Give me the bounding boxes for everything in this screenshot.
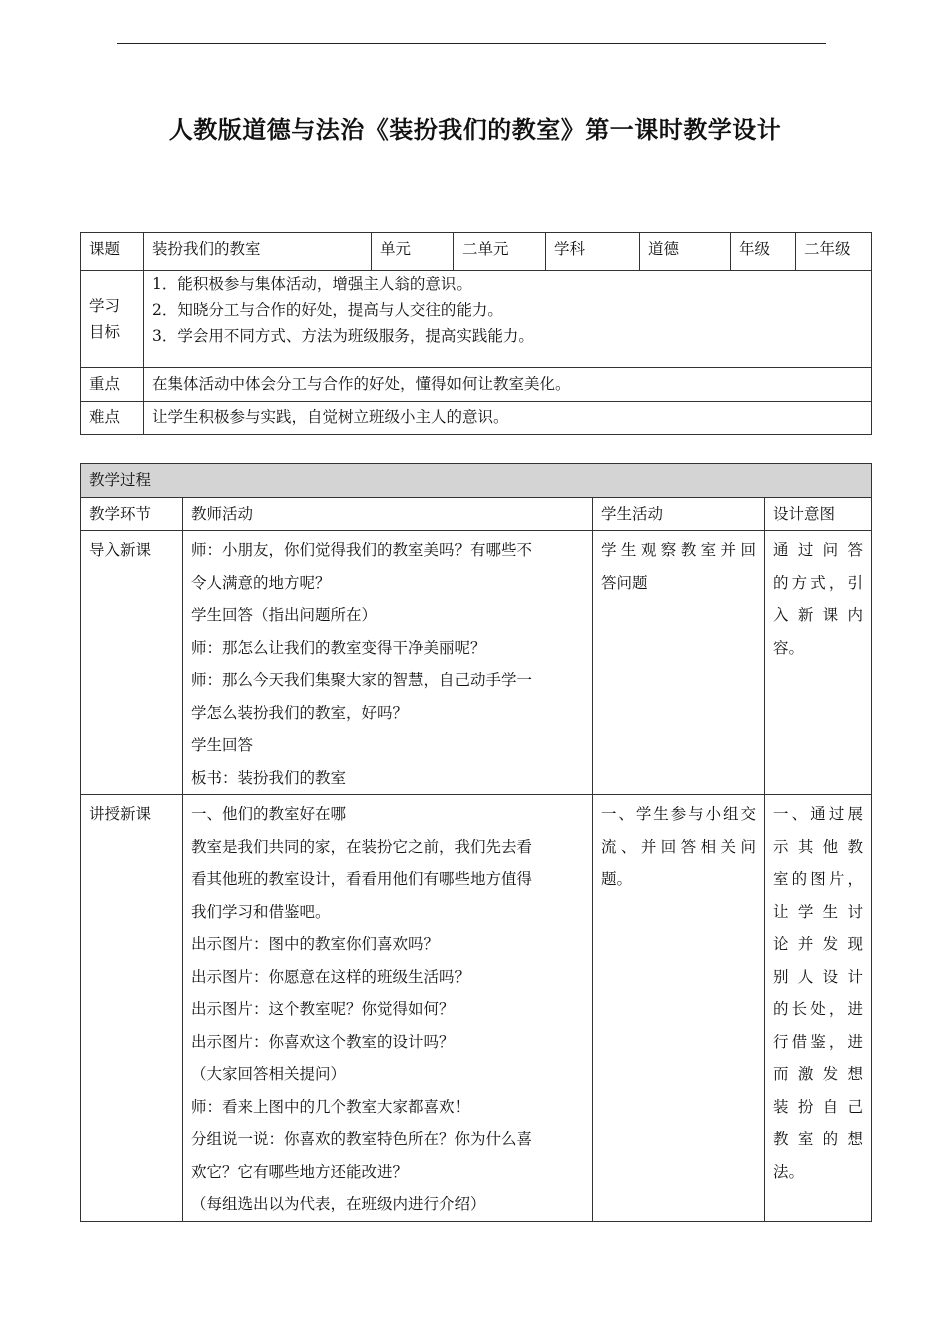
intent-line: 教室的想 <box>773 1130 864 1148</box>
column-header-intent: 设计意图 <box>765 497 872 531</box>
student-line: 一、学生参与小组交 <box>601 805 756 823</box>
subject-label: 学科 <box>546 233 640 271</box>
subject-value: 道德 <box>640 233 731 271</box>
intent-line: 论并发现 <box>773 935 864 953</box>
intent-line: 装扮自己 <box>773 1097 864 1116</box>
stage-cell: 讲授新课 <box>81 795 183 1222</box>
teacher-line: 师：那么今天我们集聚大家的智慧，自己动手学一 <box>191 671 533 689</box>
teacher-line: 分组说一说：你喜欢的教室特色所在？你为什么喜 <box>191 1130 533 1148</box>
goal-item: 2．知晓分工与合作的好处，提高与人交往的能力。 <box>152 301 503 319</box>
teacher-line: 出示图片：这个教室呢？你觉得如何？ <box>191 1000 455 1018</box>
intent-line: 别人设计 <box>773 967 864 986</box>
teaching-process-table <box>80 463 872 1222</box>
teacher-line: 师：小朋友，你们觉得我们的教室美吗？有哪些不 <box>191 541 533 559</box>
teacher-line: 一、他们的教室好在哪 <box>191 805 347 823</box>
intent-line: 容。 <box>773 638 805 657</box>
intent-line: 的方式，引 <box>773 573 864 592</box>
goals-list <box>144 271 872 368</box>
lesson-label: 课题 <box>81 233 144 271</box>
goal-item: 3．学会用不同方式、方法为班级服务，提高实践能力。 <box>152 327 534 345</box>
intent-line: 而激发想 <box>773 1065 864 1083</box>
page-title: 人教版道德与法治《装扮我们的教室》第一课时教学设计 <box>168 116 782 144</box>
design-intent <box>765 795 872 1222</box>
lesson-info-table <box>80 232 872 435</box>
teacher-line: 出示图片：图中的教室你们喜欢吗？ <box>191 935 440 953</box>
difficulty-label: 难点 <box>81 402 144 435</box>
intent-line: 法。 <box>773 1162 805 1181</box>
key-value: 在集体活动中体会分工与合作的好处，懂得如何让教室美化。 <box>144 368 872 402</box>
teacher-line: 学怎么装扮我们的教室，好吗？ <box>191 703 409 722</box>
difficulty-value: 让学生积极参与实践，自觉树立班级小主人的意识。 <box>144 402 872 435</box>
grade-value: 二年级 <box>796 233 872 271</box>
teacher-line: 教室是我们共同的家，在装扮它之前，我们先去看 <box>191 837 533 856</box>
grade-label: 年级 <box>731 233 796 271</box>
intent-line: 通过问答 <box>773 541 864 559</box>
teacher-line: 师：看来上图中的几个教室大家都喜欢！ <box>191 1097 471 1116</box>
student-line: 题。 <box>601 870 633 888</box>
student-line: 学生观察教室并回 <box>601 541 756 559</box>
teacher-line: 看其他班的教室设计，看看用他们有哪些地方值得 <box>191 870 533 888</box>
intent-line: 室的图片， <box>773 870 864 888</box>
unit-value: 二单元 <box>454 233 546 271</box>
teacher-line: 令人满意的地方呢？ <box>191 573 331 592</box>
design-intent <box>765 531 872 795</box>
unit-label: 单元 <box>372 233 454 271</box>
intent-line: 示其他教 <box>773 837 864 856</box>
key-label: 重点 <box>81 368 144 402</box>
teacher-line: （每组选出以为代表，在班级内进行介绍） <box>191 1195 486 1213</box>
process-heading: 教学过程 <box>81 464 872 498</box>
student-activity <box>593 795 765 1222</box>
teacher-line: 出示图片：你愿意在这样的班级生活吗？ <box>191 967 471 986</box>
teacher-line: 板书：装扮我们的教室 <box>191 768 347 787</box>
teacher-line: （大家回答相关提问） <box>191 1065 347 1083</box>
intent-line: 入新课内 <box>773 606 864 624</box>
teacher-line: 我们学习和借鉴吧。 <box>191 902 331 921</box>
goal-item: 1．能积极参与集体活动，增强主人翁的意识。 <box>152 275 472 293</box>
table-row <box>81 795 872 1222</box>
column-header-stage: 教学环节 <box>81 497 183 531</box>
teacher-activity <box>183 795 593 1222</box>
lesson-value: 装扮我们的教室 <box>144 233 372 271</box>
teacher-line: 欢它？它有哪些地方还能改进？ <box>191 1162 409 1181</box>
intent-line: 的长处，进 <box>773 1000 864 1018</box>
teacher-line: 学生回答 <box>191 736 254 754</box>
intent-line: 行借鉴，进 <box>773 1032 864 1051</box>
teacher-activity <box>183 531 593 795</box>
column-header-teacher: 教师活动 <box>183 497 593 531</box>
student-line: 答问题 <box>601 573 648 592</box>
column-header-student: 学生活动 <box>593 497 765 531</box>
goals-label <box>81 271 144 368</box>
student-line: 流、并回答相关问 <box>601 837 756 856</box>
stage-cell: 导入新课 <box>81 531 183 795</box>
table-row <box>81 531 872 795</box>
intent-line: 一、通过展 <box>773 805 864 823</box>
teacher-line: 学生回答（指出问题所在） <box>191 606 378 624</box>
header-rule <box>117 43 826 44</box>
student-activity <box>593 531 765 795</box>
teacher-line: 出示图片：你喜欢这个教室的设计吗？ <box>191 1032 455 1051</box>
goals-label-line-1: 学习 <box>89 297 121 315</box>
intent-line: 让学生讨 <box>773 902 864 921</box>
teacher-line: 师：那怎么让我们的教室变得干净美丽呢？ <box>191 638 486 657</box>
goals-label-line-2: 目标 <box>89 323 121 341</box>
